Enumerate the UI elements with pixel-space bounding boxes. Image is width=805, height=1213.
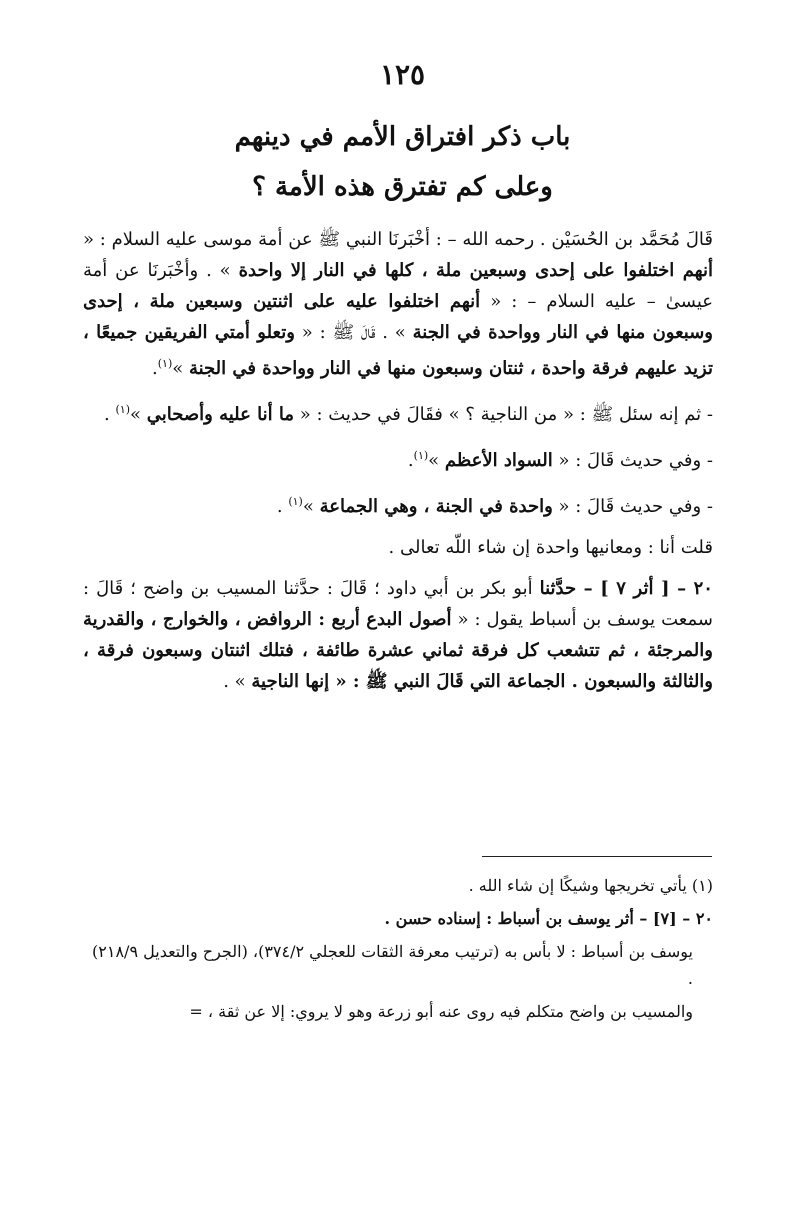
p1-intro: قَالَ مُحَمَّد بن الحُسَيْن . رحمه الله – : أخْبَرنَا النبي ﷺ عن أمة موسى عليه السلام : «	[83, 229, 713, 250]
p2-end: »	[129, 404, 147, 425]
page-number: ١٢٥	[379, 58, 426, 91]
p4-quote: واحدة في الجنة ، وهي الجماعة	[319, 496, 553, 517]
p6-chain: أبو بكر بن أبي داود ؛ قَالَ : حدَّثنا المسيب بن واضح ؛ قَالَ : سمعت يوسف بن أسباط يقول : «	[83, 578, 713, 630]
chapter-title-line2: وعلى كم تفترق هذه الأمة ؟	[252, 172, 553, 202]
p3-quote: السواد الأعظم	[444, 450, 553, 471]
chapter-title-line1: باب ذكر افتراق الأمم في دينهم	[234, 122, 571, 152]
main-text	[83, 224, 713, 707]
p4-end: »	[302, 496, 320, 517]
p1-quote3: وتعلو أمتي الفريقين جميعًا ، تزيد عليهم فرقة واحدة ، ثنتان وسبعون منها في النار وواحدة في الجنة	[83, 322, 713, 379]
p4-stop: .	[276, 496, 289, 517]
p2-stop: .	[104, 404, 116, 425]
p6-end: » .	[223, 671, 252, 692]
paragraph-1: قَالَ مُحَمَّد بن الحُسَيْن . رحمه الله – : أخْبَرنَا النبي ﷺ عن أمة موسى عليه السلام : « أنهم اختلفوا على إحدى وسبعين ملة ، كلها في النار إلا واحدة » . وأخْبَرنَا عن أمة عيسىٰ – عليه السلام – : « أنهم اختلفوا عليه على اثنتين وسبعين ملة ، إحدى وسبعون منها في النار وواحدة في الجنة » . قَالَ ﷺ : « وتعلو أمتي الفريقين جميعًا ، تزيد عليهم فرقة واحدة ، ثنتان وسبعون منها في النار وواحدة في الجنة »$^{(١)}$.	[83, 229, 713, 379]
footnote-ref: (١)	[413, 449, 429, 462]
paragraph-3	[83, 440, 713, 476]
footnote-1: (١) يأتي تخريجها وشيكًا إن شاء الله .	[468, 876, 713, 895]
footnote-ref: (١)	[157, 357, 173, 370]
p4-intro: - وفي حديث قَالَ : «	[552, 496, 713, 517]
footnotes	[83, 872, 713, 1031]
paragraph-4	[83, 486, 713, 522]
paragraph-2	[83, 394, 713, 430]
p2-intro: - ثم إنه سئل ﷺ : « من الناجية ؟ » فقَالَ في حديث : «	[294, 404, 713, 425]
footnote-athar-label: ٢٠ – [٧] – أثر يوسف بن أسباط : إسناده حسن .	[384, 909, 713, 928]
p6-quote: أصول البدع أربع : الروافض ، والخوارج ، والقدرية والمرجئة ، ثم تتشعب كل فرقة ثماني عشرة طائفة ، فتلك اثنتان وسبعون فرقة ، والثالثة والسبعون . الجماعة التي قَالَ النبي ﷺ : « إنها الناجية	[83, 609, 713, 692]
footnote-ref: (١)	[115, 403, 130, 416]
paragraph-6	[83, 573, 713, 697]
paragraph-5: قلت أنا : ومعانيها واحدة إن شاء اللّه تعالى .	[388, 537, 713, 558]
p1-mid1: » . وأخْبَرنَا عن أمة عيسىٰ – عليه السلام – : «	[83, 260, 713, 312]
p3-stop: .	[407, 450, 414, 471]
footnote-yusuf: يوسف بن أسباط : لا بأس به (ترتيب معرفة الثقات للعجلي ٣٧٤/٢)، (الجرح والتعديل ٢١٨/٩) .	[92, 942, 693, 988]
athar-number: ٢٠ – [ أثر ٧ ] – حدَّثنا	[539, 578, 713, 599]
p1-mid2: » . قَالَ ﷺ : «	[294, 322, 413, 343]
p1-end: »	[172, 358, 189, 379]
footnote-ref: (١)	[288, 495, 303, 508]
p3-end: »	[428, 450, 445, 471]
p1-quote1: أنهم اختلفوا على إحدى وسبعين ملة ، كلها في النار إلا واحدة	[238, 260, 713, 281]
footnote-musayyib: والمسيب بن واضح متكلم فيه روى عنه أبو زرعة وهو لا يروي: إلا عن ثقة ، =	[189, 1002, 693, 1021]
p3-intro: - وفي حديث قَالَ : «	[552, 450, 713, 471]
footnote-separator	[482, 856, 712, 857]
p2-quote: ما أنا عليه وأصحابي	[146, 404, 295, 425]
p1-quote2: أنهم اختلفوا عليه على اثنتين وسبعين ملة ، إحدى وسبعون منها في النار وواحدة في الجنة	[83, 291, 713, 343]
